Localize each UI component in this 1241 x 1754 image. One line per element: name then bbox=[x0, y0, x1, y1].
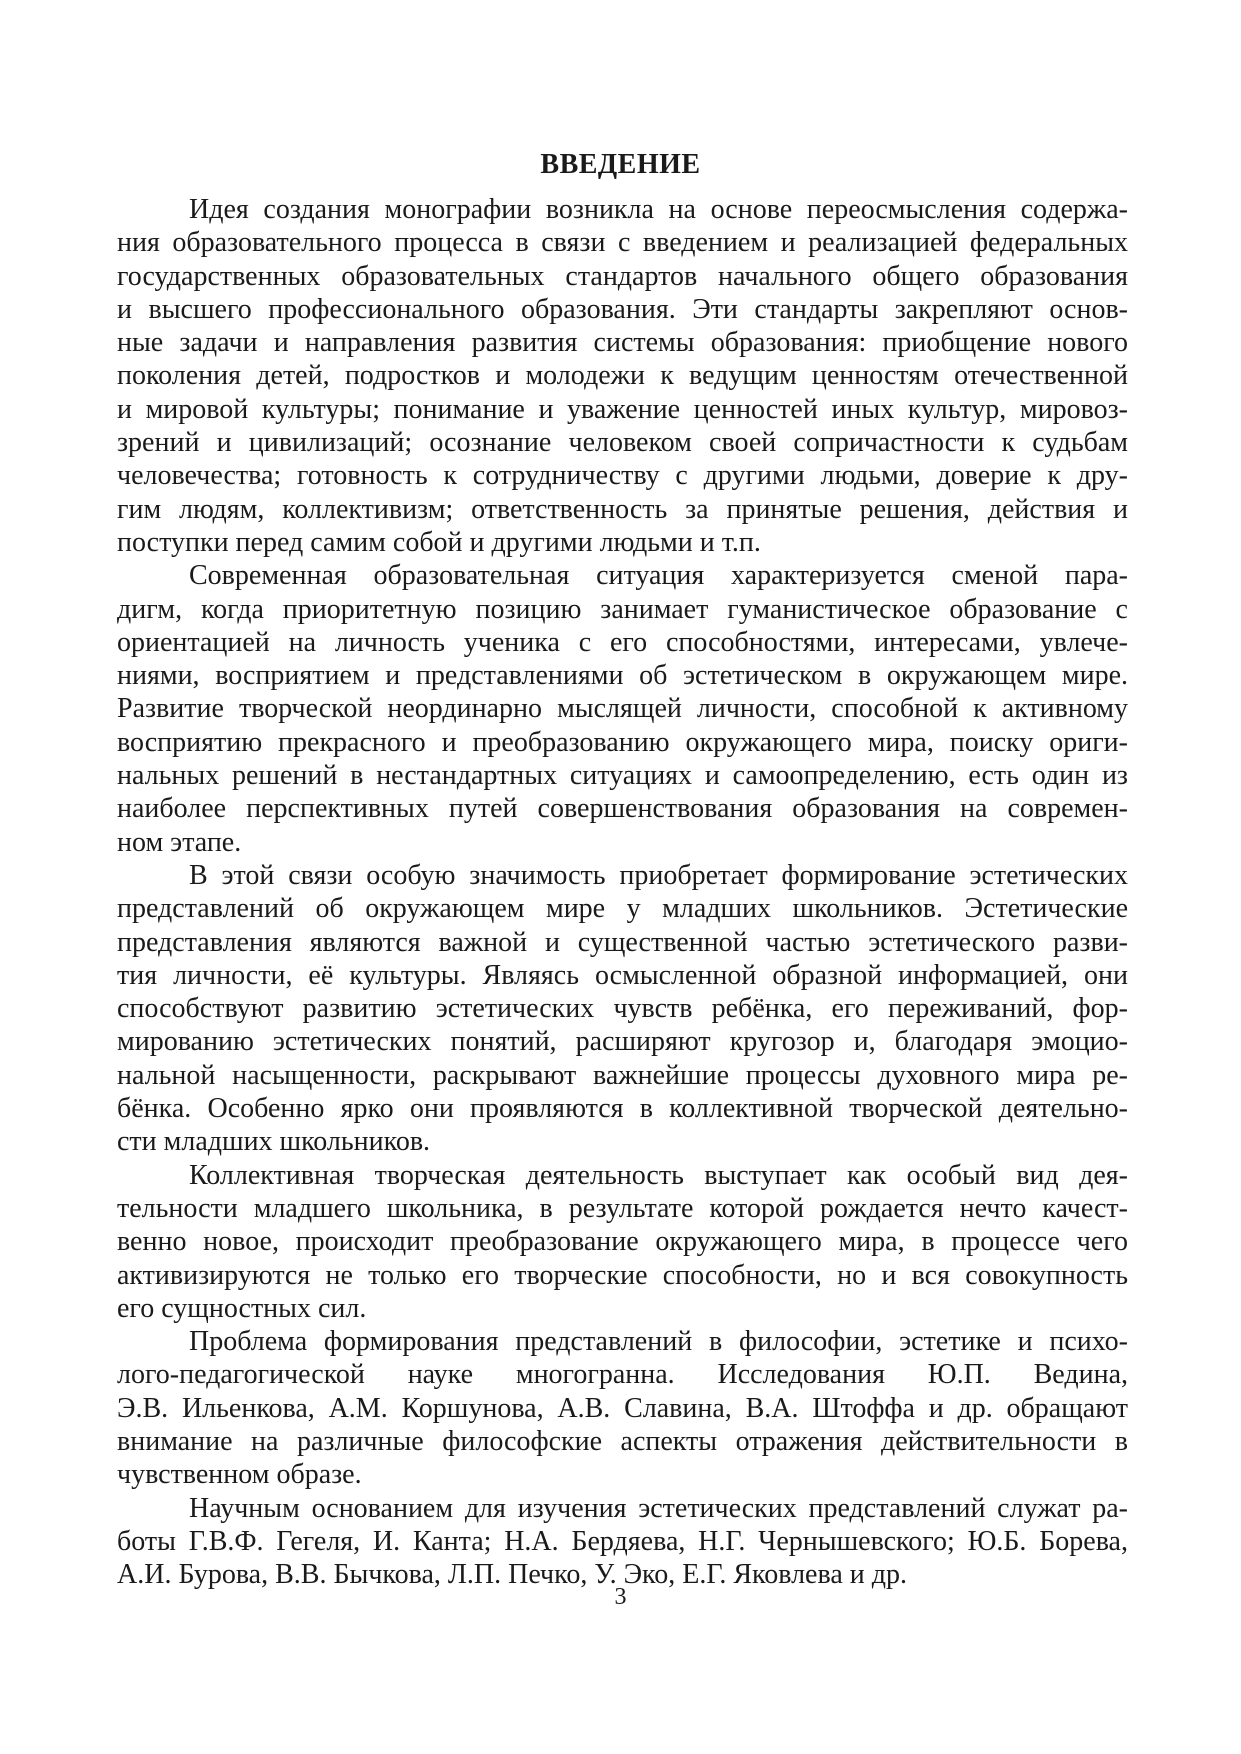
text-line: способствуют развитию эстетических чувств ребёнка, его переживаний, фор- bbox=[117, 993, 1128, 1025]
text-line: А.И. Бурова, В.В. Бычкова, Л.П. Печко, У. Эко, Е.Г. Яковлева и др. bbox=[117, 1559, 907, 1591]
text-line: сти младших школьников. bbox=[117, 1126, 431, 1158]
text-line: боты Г.В.Ф. Гегеля, И. Канта; Н.А. Бердяева, Н.Г. Чернышевского; Ю.Б. Борева, bbox=[117, 1525, 1128, 1557]
text-line: государственных образовательных стандартов начального общего образования bbox=[117, 260, 1128, 292]
text-line: Э.В. Ильенкова, А.М. Коршунова, А.В. Славина, В.А. Штоффа и др. обращают bbox=[117, 1392, 1128, 1424]
text-line: Идея создания монографии возникла на основе переосмысления содержа- bbox=[189, 194, 1128, 225]
text-line: Проблема формирования представлений в философии, эстетике и психо- bbox=[189, 1326, 1128, 1358]
text-line: зрений и цивилизаций; осознание человеком своей сопричастности к судьбам bbox=[117, 427, 1128, 459]
text-line: представления являются важной и существенной частью эстетического разви- bbox=[117, 926, 1128, 958]
text-line: дигм, когда приоритетную позицию занимает гуманистическое образование с bbox=[117, 593, 1128, 625]
section-heading: ВВЕДЕНИЕ bbox=[540, 149, 701, 180]
paragraph bbox=[117, 193, 1128, 559]
text-line: Научным основанием для изучения эстетических представлений служат ра- bbox=[189, 1492, 1128, 1524]
text-line: поколения детей, подростков и молодежи к ведущим ценностям отечественной bbox=[117, 360, 1128, 392]
text-line: ном этапе. bbox=[117, 826, 242, 858]
text-line: нальной насыщенности, раскрывают важнейшие процессы духовного мира ре- bbox=[117, 1059, 1128, 1091]
text-line: и высшего профессионального образования. Эти стандарты закрепляют основ- bbox=[117, 293, 1128, 325]
text-line: поступки перед самим собой и другими людьми и т.п. bbox=[117, 526, 761, 558]
text-line: венно новое, происходит преобразование окружающего мира, в процессе чего bbox=[117, 1226, 1128, 1258]
text-line: человечества; готовность к сотрудничеству с другими людьми, доверие к дру- bbox=[117, 460, 1128, 492]
text-line: лого-педагогической науке многогранна. Исследования Ю.П. Ведина, bbox=[117, 1359, 1128, 1391]
text-line: гим людям, коллективизм; ответственность за принятые решения, действия и bbox=[117, 493, 1128, 525]
text-line: ориентацией на личность ученика с его способностями, интересами, увлече- bbox=[117, 626, 1128, 658]
paragraph bbox=[117, 1492, 1128, 1592]
text-line: ные задачи и направления развития системы образования: приобщение нового bbox=[117, 327, 1128, 359]
paragraph bbox=[117, 1325, 1128, 1491]
text-line: представлений об окружающем мире у младших школьников. Эстетические bbox=[117, 893, 1128, 925]
text-line: ния образовательного процесса в связи с введением и реализацией федеральных bbox=[117, 227, 1128, 259]
text-line: его сущностных сил. bbox=[117, 1292, 367, 1324]
text-line: Коллективная творческая деятельность выступает как особый вид дея- bbox=[189, 1159, 1128, 1191]
paragraph bbox=[117, 859, 1128, 1159]
text-line: Развитие творческой неординарно мыслящей личности, способной к активному bbox=[117, 693, 1128, 725]
text-line: наиболее перспективных путей совершенствования образования на современ- bbox=[117, 793, 1128, 825]
text-line: восприятию прекрасного и преобразованию окружающего мира, поиску ориги- bbox=[117, 726, 1128, 758]
text-line: тельности младшего школьника, в результате которой рождается нечто качест- bbox=[117, 1192, 1128, 1224]
text-line: В этой связи особую значимость приобретает формирование эстетических bbox=[189, 859, 1128, 891]
page-number: 3 bbox=[614, 1584, 627, 1610]
text-line: тия личности, её культуры. Являясь осмысленной образной информацией, они bbox=[117, 959, 1128, 991]
text-line: мированию эстетических понятий, расширяют кругозор и, благодаря эмоцио- bbox=[117, 1026, 1128, 1058]
document-body bbox=[117, 193, 1128, 1591]
text-line: бёнка. Особенно ярко они проявляются в коллективной творческой деятельно- bbox=[117, 1093, 1128, 1125]
text-line: и мировой культуры; понимание и уважение ценностей иных культур, мировоз- bbox=[117, 393, 1128, 425]
text-line: Современная образовательная ситуация характеризуется сменой пара- bbox=[189, 560, 1128, 592]
text-line: ниями, восприятием и представлениями об эстетическом в окружающем мире. bbox=[117, 660, 1128, 692]
paragraph bbox=[117, 559, 1128, 859]
text-line: внимание на различные философские аспекты отражения действительности в bbox=[117, 1425, 1128, 1457]
paragraph bbox=[117, 1159, 1128, 1325]
text-line: активизируются не только его творческие способности, но и вся совокупность bbox=[117, 1259, 1128, 1291]
text-line: чувственном образе. bbox=[117, 1459, 362, 1491]
text-line: нальных решений в нестандартных ситуациях и самоопределению, есть один из bbox=[117, 760, 1128, 792]
